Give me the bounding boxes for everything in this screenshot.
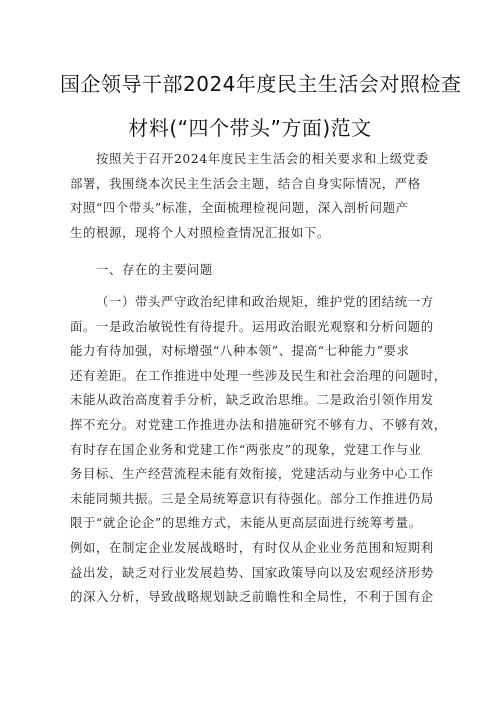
body-line: 未能同频共振。三是全局统筹意识有待强化。部分工作推进仍局 bbox=[70, 490, 434, 506]
document-title-line-1: 国企领导干部2024年度民主生活会对照检查 bbox=[60, 72, 462, 96]
document-title-line-2: 材料(“四个带头”方面)范文 bbox=[128, 116, 372, 140]
body-line: 的深入分析，导致战略规划缺乏前瞻性和全局性，不利于国有企 bbox=[70, 589, 434, 605]
body-line: 例如，在制定企业发展战略时，有时仅从企业业务范围和短期利 bbox=[70, 539, 434, 555]
body-line: 还有差距。在工作推进中处理一些涉及民生和社会治理的问题时， bbox=[70, 367, 447, 383]
intro-line: 部署，我围绕本次民主生活会主题，结合自身实际情况，严格 bbox=[70, 175, 421, 191]
intro-line: 对照“四个带头”标准，全面梳理检视问题，深入剖析问题产 bbox=[70, 200, 409, 216]
body-line: 益出发，缺乏对行业发展趋势、国家政策导向以及宏观经济形势 bbox=[70, 564, 434, 580]
intro-paragraph bbox=[70, 147, 432, 245]
body-line: 能力有待加强，对标增强“八种本领”、提高“七种能力”要求 bbox=[70, 343, 410, 359]
body-line: 有时存在国企业务和党建工作“两张皮”的现象，党建工作与业 bbox=[70, 441, 422, 457]
body-line: 限于“就企论企”的思维方式，未能从更高层面进行统筹考量。 bbox=[70, 515, 422, 531]
body-line: （一）带头严守政治纪律和政治规矩，维护党的团结统一方 bbox=[96, 294, 434, 309]
intro-line: 生的根源，现将个人对照检查情况汇报如下。 bbox=[70, 224, 330, 240]
body-line: 面。一是政治敏锐性有待提升。运用政治眼光观察和分析问题的 bbox=[70, 318, 434, 334]
intro-line: 按照关于召开2024年度民主生活会的相关要求和上级党委 bbox=[96, 151, 429, 166]
section-heading: 一、存在的主要问题 bbox=[96, 262, 213, 277]
body-line: 未能从政治高度着手分析，缺乏政治思维。二是政治引领作用发 bbox=[70, 392, 434, 408]
body-paragraph bbox=[70, 290, 447, 610]
body-line: 务目标、生产经营流程未能有效衔接，党建活动与业务中心工作 bbox=[70, 466, 434, 482]
body-line: 挥不充分。对党建工作推进办法和措施研究不够有力、不够有效， bbox=[70, 416, 447, 432]
